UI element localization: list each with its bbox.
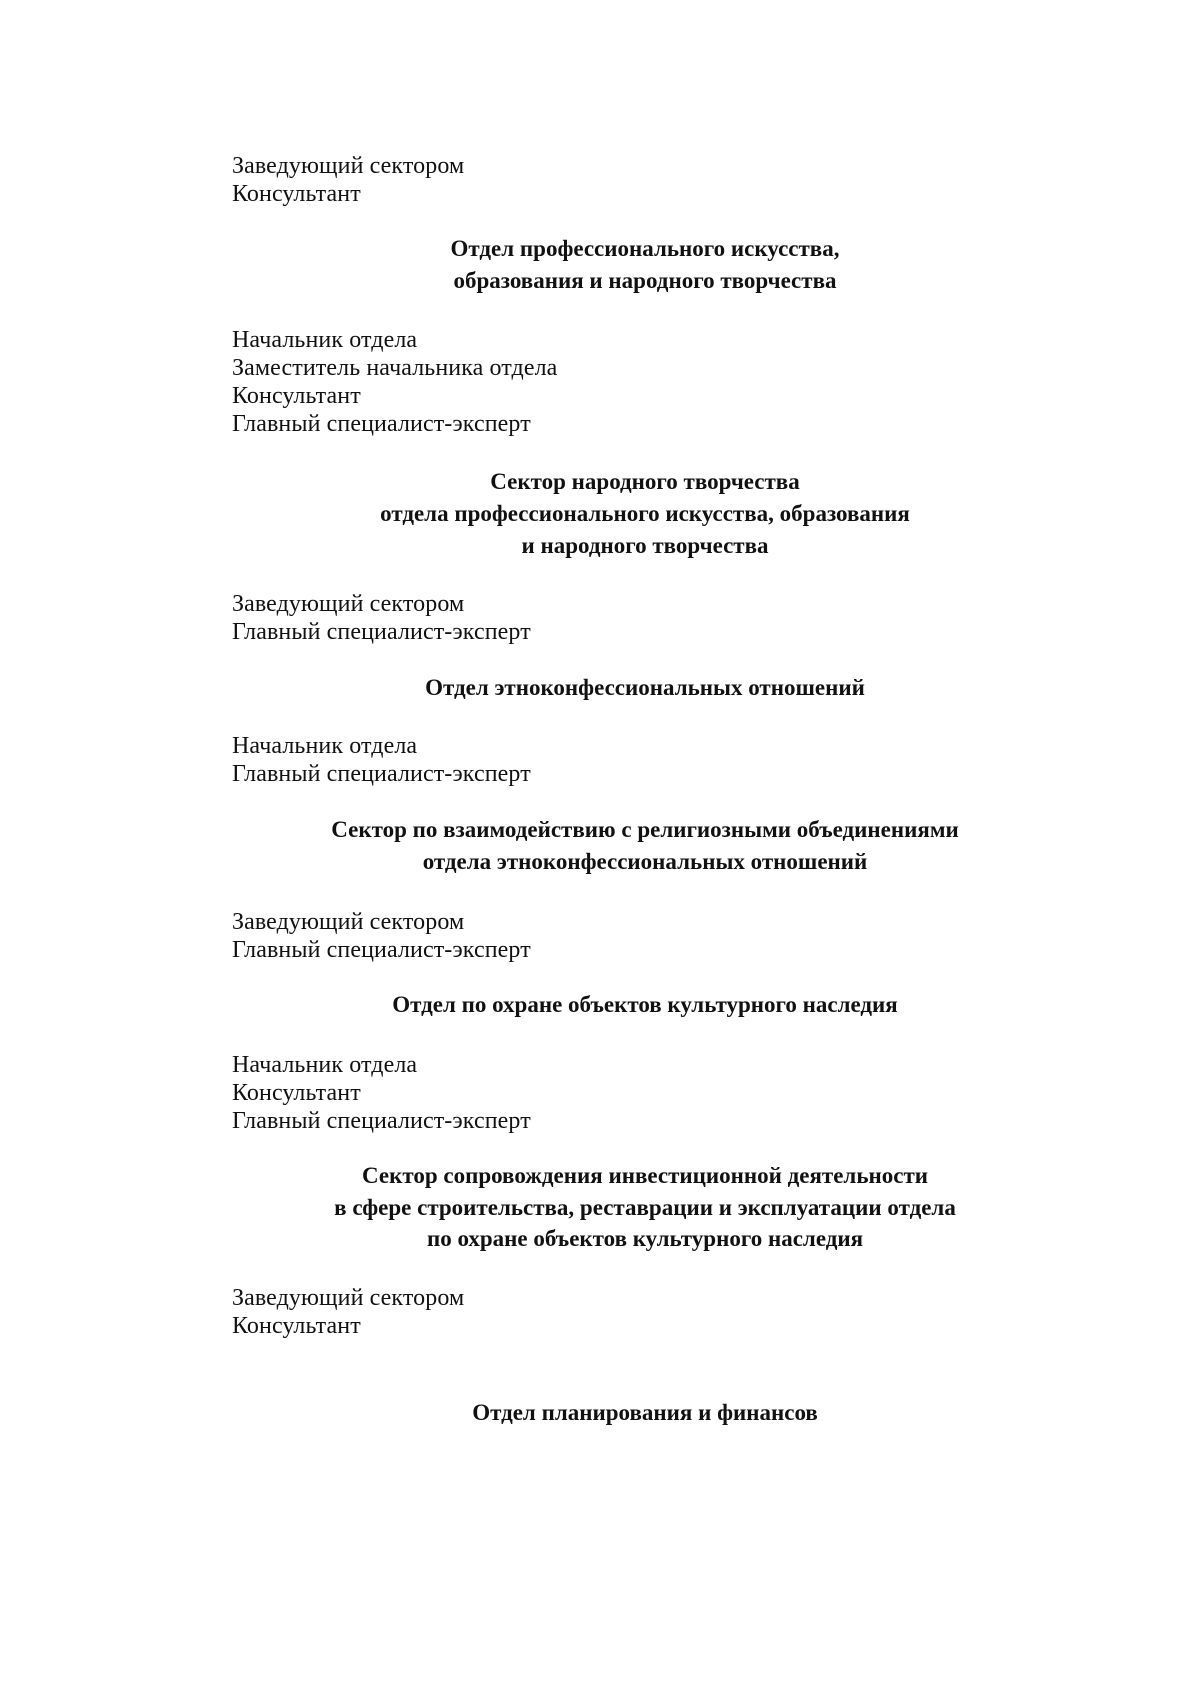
section-heading-line: в сфере строительства, реставрации и эксплуатации отдела [334,1195,956,1220]
section-heading-line: Сектор сопровождения инвестиционной деятельности [361,1163,929,1188]
section-heading-line: отдела этноконфессиональных отношений [422,849,868,874]
position-line: Главный специалист-эксперт [232,619,531,645]
position-line: Консультант [232,181,361,207]
position-line: Заведующий сектором [232,591,465,617]
section-heading-line: отдела профессионального искусства, образования [380,501,910,526]
position-line: Заведующий сектором [232,153,465,179]
section-heading-line: и народного творчества [521,533,769,558]
position-line: Начальник отдела [232,1052,418,1078]
section-heading-line: Сектор народного творчества [490,469,800,494]
position-line: Заведующий сектором [232,909,465,935]
position-line: Консультант [232,383,361,409]
section-heading-line: Отдел по охране объектов культурного наследия [392,992,898,1017]
section-heading-line: Отдел профессионального искусства, [450,236,840,261]
position-line: Консультант [232,1080,361,1106]
section-heading-line: образования и народного творчества [453,268,837,293]
position-line: Главный специалист-эксперт [232,411,531,437]
position-line: Начальник отдела [232,327,418,353]
section-heading-line: по охране объектов культурного наследия [426,1226,864,1251]
section-heading-line: Сектор по взаимодействию с религиозными объединениями [331,817,959,842]
section-heading-line: Отдел этноконфессиональных отношений [425,675,865,700]
section-heading-line: Отдел планирования и финансов [472,1400,818,1425]
position-line: Консультант [232,1313,361,1339]
position-line: Заведующий сектором [232,1285,465,1311]
position-line: Главный специалист-эксперт [232,761,531,787]
position-line: Заместитель начальника отдела [232,355,558,381]
position-line: Главный специалист-эксперт [232,1108,531,1134]
position-line: Начальник отдела [232,733,418,759]
position-line: Главный специалист-эксперт [232,937,531,963]
